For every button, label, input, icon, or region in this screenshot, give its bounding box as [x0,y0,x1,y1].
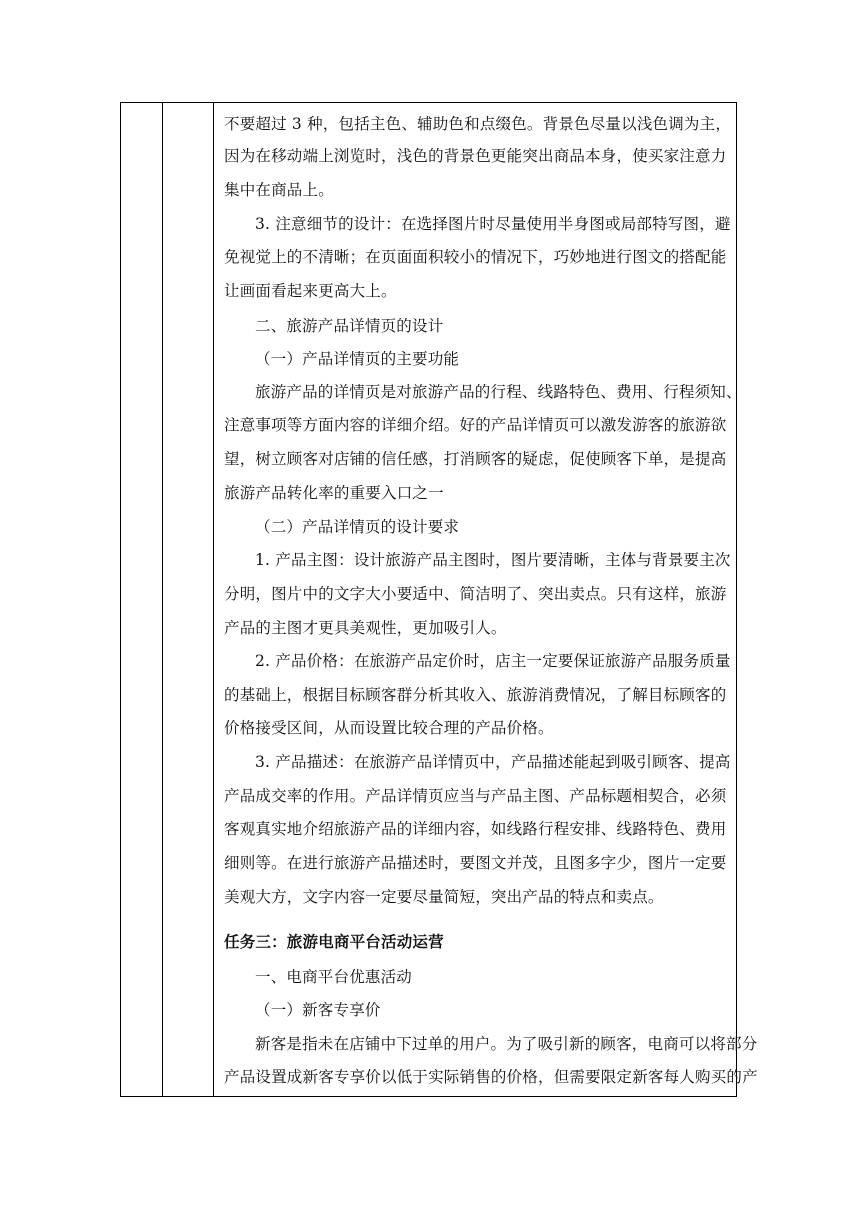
paragraph-line: 产品的主图才更具美观性，更加吸引人。 [224,619,507,637]
paragraph-line: 让画面看起来更高大上。 [224,282,397,300]
section-heading: 二、旅游产品详情页的设计 [255,317,444,335]
paragraph-line: 1. 产品主图：设计旅游产品主图时，图片要清晰，主体与背景要主次 [255,551,731,569]
section-heading: 一、电商平台优惠活动 [255,968,413,986]
paragraph-line: 注意事项等方面内容的详细介绍。好的产品详情页可以激发游客的旅游欲 [224,416,727,434]
paragraph-line: 3. 注意细节的设计：在选择图片时尽量使用半身图或局部特写图，避 [255,215,731,233]
paragraph-line: 因为在移动端上浏览时，浅色的背景色更能突出商品本身，使买家注意力 [224,147,727,165]
paragraph-line: 的基础上，根据目标顾客群分析其收入、旅游消费情况，了解目标顾客的 [224,686,727,704]
table-column-divider [162,103,163,1096]
paragraph-line: 分明，图片中的文字大小要适中、简洁明了、突出卖点。只有这样，旅游 [224,585,727,603]
task-heading: 任务三：旅游电商平台活动运营 [224,933,444,951]
subsection-heading: （一）新客专享价 [255,1001,381,1019]
subsection-heading: （二）产品详情页的设计要求 [255,518,460,536]
subsection-heading: （一）产品详情页的主要功能 [255,350,460,368]
paragraph-line: 集中在商品上。 [224,181,334,199]
paragraph-line: 不要超过 3 种，包括主色、辅助色和点缀色。背景色尽量以浅色调为主， [224,115,732,133]
paragraph-line: 新客是指未在店铺中下过单的用户。为了吸引新的顾客，电商可以将部分 [255,1035,758,1053]
table-column-divider [213,103,214,1096]
paragraph-line: 3. 产品描述：在旅游产品详情页中，产品描述能起到吸引顾客、提高 [255,753,731,771]
paragraph-line: 产品成交率的作用。产品详情页应当与产品主图、产品标题相契合，必须 [224,787,727,805]
paragraph-line: 旅游产品转化率的重要入口之一 [224,484,444,502]
paragraph-line: 客观真实地介绍旅游产品的详细内容，如线路行程安排、线路特色、费用 [224,820,727,838]
paragraph-line: 望，树立顾客对店铺的信任感，打消顾客的疑虑，促使顾客下单，是提高 [224,450,727,468]
paragraph-line: 细则等。在进行旅游产品描述时，要图文并茂，且图多字少，图片一定要 [224,854,727,872]
document-table [120,102,758,1097]
paragraph-line: 美观大方，文字内容一定要尽量简短，突出产品的特点和卖点。 [224,888,664,906]
paragraph-line: 2. 产品价格：在旅游产品定价时，店主一定要保证旅游产品服务质量 [255,652,731,670]
paragraph-line: 免视觉上的不清晰；在页面面积较小的情况下，巧妙地进行图文的搭配能 [224,248,727,266]
paragraph-line: 产品设置成新客专享价以低于实际销售的价格，但需要限定新客每人购买的产 [224,1068,758,1086]
paragraph-line: 旅游产品的详情页是对旅游产品的行程、线路特色、费用、行程须知、 [255,383,742,401]
paragraph-line: 价格接受区间，从而设置比较合理的产品价格。 [224,719,554,737]
